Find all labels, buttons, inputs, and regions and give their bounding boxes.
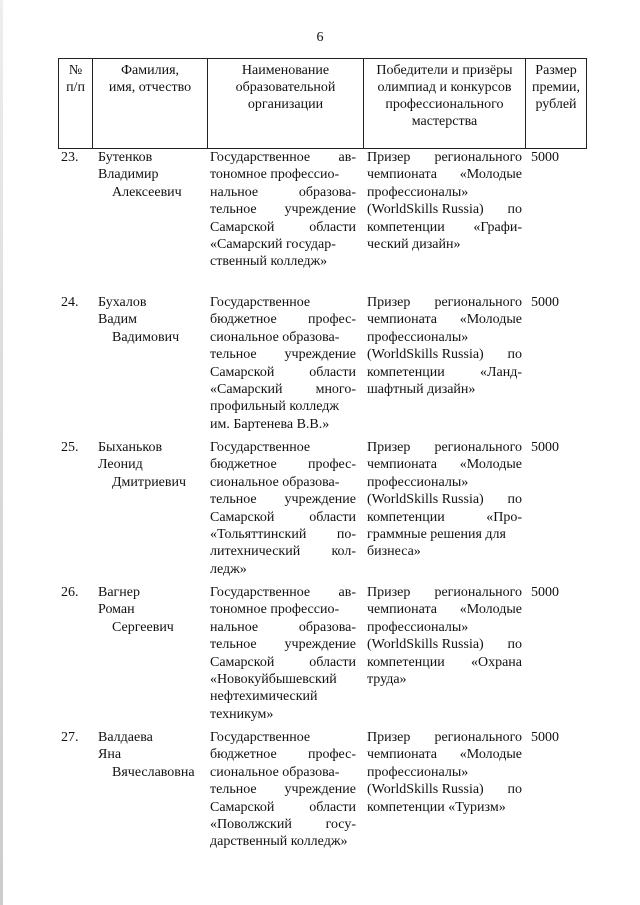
prize-amount: 5000 — [531, 295, 559, 310]
organization-line — [210, 619, 356, 636]
text-segment: тельное — [210, 492, 257, 508]
achievement-line — [367, 346, 522, 363]
text-segment: профессионалы» — [367, 474, 469, 490]
text-segment: регионального — [434, 150, 522, 165]
text-segment: профес- — [307, 747, 356, 763]
achievement-line — [367, 799, 522, 816]
text-segment: литехнический — [210, 544, 301, 560]
text-segment: ав- — [338, 150, 356, 165]
text-segment: Государственное — [210, 440, 311, 455]
text-segment: «Молодые — [459, 457, 522, 473]
organization-line — [210, 729, 356, 746]
text-segment: Государственное — [210, 295, 311, 310]
achievement-line — [367, 636, 522, 653]
achievement-line — [367, 294, 522, 311]
text-segment: чемпионата — [367, 457, 437, 473]
organization-line — [210, 474, 356, 491]
text-segment: регионального — [434, 585, 522, 600]
organization-line — [210, 201, 356, 218]
text-segment: компетенции — [367, 364, 445, 380]
text-segment: профессионалы» — [367, 764, 469, 780]
name-line: Бухалов — [98, 295, 147, 310]
text-segment: (WorldSkills Russia) — [367, 637, 484, 653]
achievement-line — [367, 671, 522, 688]
text-segment: по- — [336, 527, 356, 543]
achievement-line — [367, 456, 522, 473]
organization-line — [210, 781, 356, 798]
text-segment: госу- — [325, 817, 356, 833]
text-segment: области — [309, 219, 356, 235]
text-segment: нальное — [210, 184, 259, 200]
organization-line — [210, 654, 356, 671]
organization-line — [210, 416, 356, 433]
achievement — [367, 149, 522, 253]
organization-line — [210, 439, 356, 456]
achievement-line — [367, 584, 522, 601]
name-line: Дмитриевич — [112, 474, 187, 490]
text-segment: по — [507, 347, 522, 363]
text-segment: (WorldSkills Russia) — [367, 782, 484, 798]
name-line: Вагнер — [98, 585, 140, 600]
text-segment: сиональное образова- — [210, 474, 340, 490]
row-number: 25. — [61, 440, 79, 455]
text-segment: по — [507, 202, 522, 218]
name-line: Быханьков — [98, 440, 163, 455]
text-segment: по — [507, 637, 522, 653]
person-name — [98, 729, 198, 781]
name-line: Алексеевич — [112, 184, 182, 200]
organization-line — [210, 364, 356, 381]
text-segment: области — [309, 364, 356, 380]
person-name — [98, 439, 198, 491]
person-name — [98, 149, 198, 201]
achievement-line — [367, 166, 522, 183]
scan-edge — [0, 0, 3, 905]
achievement-line — [367, 781, 522, 798]
table-row — [58, 584, 586, 729]
text-segment: компетенции — [367, 219, 445, 235]
text-segment: чемпионата — [367, 602, 437, 618]
text-segment: учреждение — [284, 637, 356, 653]
text-segment: нефтехимический — [210, 689, 318, 705]
prize-amount: 5000 — [531, 730, 559, 745]
achievement — [367, 294, 522, 398]
organization-line — [210, 764, 356, 781]
text-segment: области — [309, 654, 356, 670]
text-segment: (WorldSkills Russia) — [367, 202, 484, 218]
achievement-line — [367, 329, 522, 346]
organization — [210, 149, 356, 271]
text-segment: компетенции — [367, 509, 445, 525]
text-segment: «Самарский — [210, 382, 283, 398]
text-segment: «Молодые — [459, 167, 522, 183]
achievement-line — [367, 543, 522, 560]
table-header — [58, 58, 587, 149]
organization-line — [210, 816, 356, 833]
organization-line — [210, 833, 356, 850]
text-segment: учреждение — [284, 782, 356, 798]
text-segment: профильный колледж — [210, 399, 340, 415]
achievement-line — [367, 601, 522, 618]
achievement-line — [367, 184, 522, 201]
achievement-line — [367, 311, 522, 328]
text-segment: области — [309, 799, 356, 815]
text-segment: учреждение — [284, 202, 356, 218]
achievement — [367, 584, 522, 688]
page-number: 6 — [316, 30, 324, 45]
name-line: Вадим — [98, 312, 138, 328]
text-segment: (WorldSkills Russia) — [367, 492, 484, 508]
achievement-line — [367, 149, 522, 166]
organization-line — [210, 509, 356, 526]
text-segment: Государственное — [210, 585, 311, 600]
text-segment: бюджетное — [210, 747, 277, 763]
text-segment: области — [309, 509, 356, 525]
organization-line — [210, 688, 356, 705]
text-segment: Призер — [367, 150, 411, 165]
achievement-line — [367, 509, 522, 526]
table-row — [58, 439, 586, 584]
table-body — [58, 149, 586, 874]
text-segment: дарственный колледж» — [210, 834, 348, 850]
name-line: Сергеевич — [112, 619, 174, 635]
text-segment: граммные решения для — [367, 527, 506, 543]
text-segment: учреждение — [284, 492, 356, 508]
organization-line — [210, 584, 356, 601]
organization-line — [210, 799, 356, 816]
organization-line — [210, 601, 356, 618]
text-segment: бюджетное — [210, 457, 277, 473]
organization-line — [210, 398, 356, 415]
organization — [210, 439, 356, 578]
achievement-line — [367, 746, 522, 763]
name-line: Роман — [98, 602, 135, 618]
text-segment: «Тольяттинский — [210, 527, 307, 543]
organization-line — [210, 184, 356, 201]
text-segment: компетенции — [367, 654, 445, 670]
organization-line — [210, 746, 356, 763]
header-name: Фамилия, имя, отчество — [93, 59, 208, 149]
text-segment: компетенции «Туризм» — [367, 799, 506, 815]
text-segment: тельное — [210, 202, 257, 218]
organization-line — [210, 526, 356, 543]
text-segment: бюджетное — [210, 312, 277, 328]
text-segment: им. Бартенева В.В.» — [210, 416, 330, 432]
text-segment: тельное — [210, 782, 257, 798]
text-segment: по — [507, 782, 522, 798]
text-segment: по — [507, 492, 522, 508]
text-segment: Самарской — [210, 654, 275, 670]
text-segment: «Ланд- — [480, 364, 522, 380]
text-segment: много- — [315, 382, 356, 398]
achievement-line — [367, 381, 522, 398]
achievement — [367, 729, 522, 816]
achievement-line — [367, 236, 522, 253]
achievement-line — [367, 201, 522, 218]
text-segment: «Поволжский — [210, 817, 292, 833]
text-segment: Призер — [367, 440, 411, 455]
achievement-line — [367, 764, 522, 781]
header-winners: Победители и призёры олимпиад и конкурсов профессионального мастерства — [364, 59, 526, 149]
text-segment: Призер — [367, 585, 411, 600]
organization-line — [210, 456, 356, 473]
text-segment: «Молодые — [459, 312, 522, 328]
organization-line — [210, 491, 356, 508]
table-row — [58, 729, 586, 874]
organization-line — [210, 311, 356, 328]
name-line: Яна — [98, 747, 122, 763]
organization-line — [210, 706, 356, 723]
text-segment: «Молодые — [459, 747, 522, 763]
name-line: Вадимович — [112, 329, 180, 345]
organization — [210, 729, 356, 851]
achievement — [367, 439, 522, 561]
text-segment: тельное — [210, 347, 257, 363]
text-segment: ческий дизайн» — [367, 237, 461, 253]
organization-line — [210, 346, 356, 363]
text-segment: учреждение — [284, 347, 356, 363]
text-segment: Самарской — [210, 799, 275, 815]
table-row — [58, 149, 586, 294]
text-segment: образова- — [298, 184, 356, 200]
text-segment: Самарской — [210, 219, 275, 235]
text-segment: «Молодые — [459, 602, 522, 618]
text-segment: (WorldSkills Russia) — [367, 347, 484, 363]
organization-line — [210, 543, 356, 560]
row-number: 23. — [61, 150, 79, 165]
name-line: Валдаева — [98, 730, 153, 745]
text-segment: чемпионата — [367, 312, 437, 328]
organization-line — [210, 253, 356, 270]
text-segment: шафтный дизайн» — [367, 382, 476, 398]
organization-line — [210, 149, 356, 166]
name-line: Бутенков — [98, 150, 153, 165]
person-name — [98, 294, 198, 346]
text-segment: профессионалы» — [367, 184, 469, 200]
achievement-line — [367, 619, 522, 636]
text-segment: Самарской — [210, 364, 275, 380]
text-segment: ледж» — [210, 561, 247, 577]
organization — [210, 584, 356, 723]
prize-amount: 5000 — [531, 150, 559, 165]
row-number: 27. — [61, 730, 79, 745]
text-segment: «Самарский государ- — [210, 237, 336, 253]
text-segment: «Графи- — [473, 219, 522, 235]
text-segment: «Новокуйбышевский — [210, 672, 337, 688]
text-segment: «Про- — [486, 509, 522, 525]
organization-line — [210, 561, 356, 578]
organization — [210, 294, 356, 433]
text-segment: тономное профессио- — [210, 167, 340, 183]
text-segment: бизнеса» — [367, 544, 421, 560]
organization-line — [210, 671, 356, 688]
achievement-line — [367, 654, 522, 671]
organization-line — [210, 294, 356, 311]
text-segment: Призер — [367, 295, 411, 310]
prize-amount: 5000 — [531, 440, 559, 455]
organization-line — [210, 329, 356, 346]
text-segment: кол- — [331, 544, 356, 560]
text-segment: труда» — [367, 672, 407, 688]
text-segment: нальное — [210, 619, 259, 635]
achievement-line — [367, 439, 522, 456]
organization-line — [210, 219, 356, 236]
prize-amount: 5000 — [531, 585, 559, 600]
text-segment: сиональное образова- — [210, 764, 340, 780]
text-segment: Государственное — [210, 730, 311, 745]
text-segment: регионального — [434, 730, 522, 745]
row-number: 26. — [61, 585, 79, 600]
text-segment: сиональное образова- — [210, 329, 340, 345]
name-line: Леонид — [98, 457, 143, 473]
header-num: № п/п — [59, 59, 93, 149]
achievement-line — [367, 474, 522, 491]
text-segment: Самарской — [210, 509, 275, 525]
organization-line — [210, 636, 356, 653]
header-org: Наименование образовательной организации — [208, 59, 364, 149]
text-segment: тономное профессио- — [210, 602, 340, 618]
text-segment: чемпионата — [367, 167, 437, 183]
text-segment: регионального — [434, 295, 522, 310]
header-prize: Размер премии, рублей — [526, 59, 587, 149]
achievement-line — [367, 729, 522, 746]
text-segment: ственный колледж» — [210, 254, 328, 270]
row-number: 24. — [61, 295, 79, 310]
name-line: Вячеславовна — [112, 764, 195, 780]
text-segment: ав- — [338, 585, 356, 600]
text-segment: образова- — [298, 619, 356, 635]
text-segment: тельное — [210, 637, 257, 653]
text-segment: профессионалы» — [367, 619, 469, 635]
organization-line — [210, 381, 356, 398]
achievement-line — [367, 364, 522, 381]
text-segment: «Охрана — [470, 654, 522, 670]
organization-line — [210, 166, 356, 183]
name-line: Владимир — [98, 167, 159, 183]
text-segment: профес- — [307, 457, 356, 473]
text-segment: Призер — [367, 730, 411, 745]
achievement-line — [367, 526, 522, 543]
text-segment: Государственное — [210, 150, 311, 165]
table-row — [58, 294, 586, 439]
text-segment: чемпионата — [367, 747, 437, 763]
achievement-line — [367, 219, 522, 236]
text-segment: профес- — [307, 312, 356, 328]
text-segment: профессионалы» — [367, 329, 469, 345]
person-name — [98, 584, 198, 636]
text-segment: регионального — [434, 440, 522, 455]
organization-line — [210, 236, 356, 253]
achievement-line — [367, 491, 522, 508]
text-segment: техникум» — [210, 706, 274, 722]
